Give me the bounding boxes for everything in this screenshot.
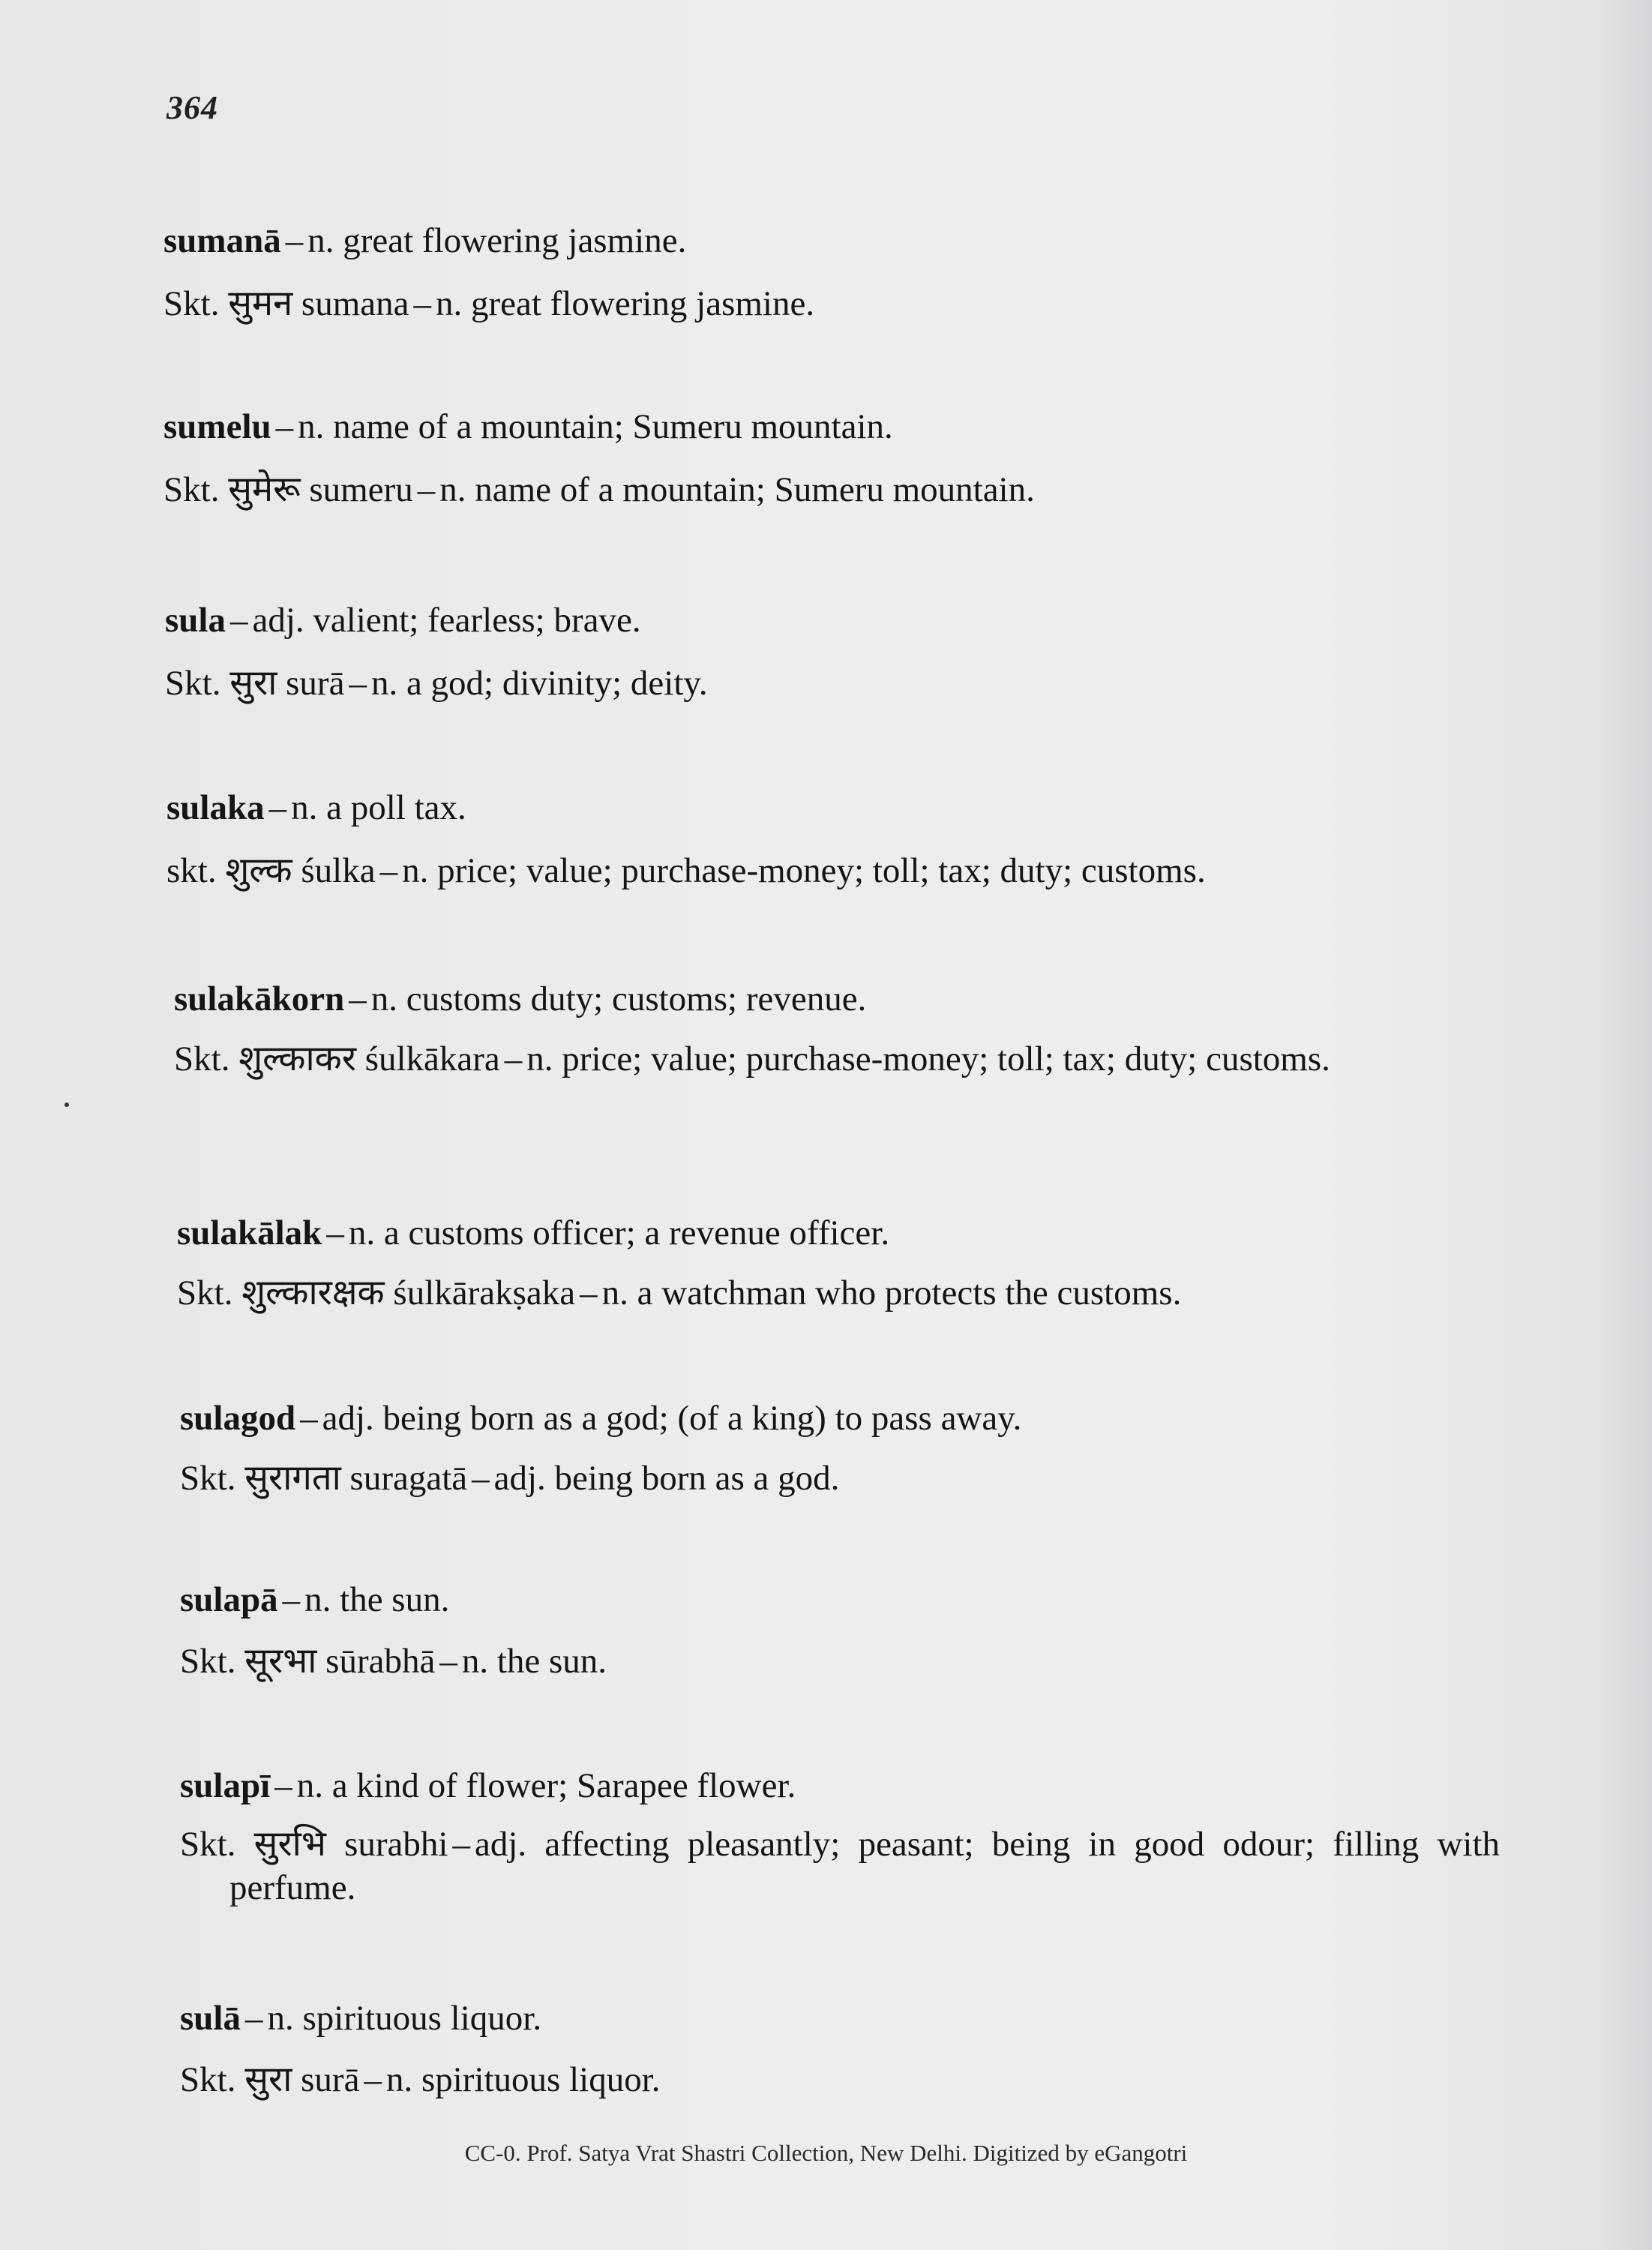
dash: –: [580, 1274, 598, 1312]
headword: sulapā: [180, 1580, 278, 1619]
devanagari-word: शुल्कारक्षक: [241, 1274, 385, 1312]
entry-sulagod: [180, 1396, 1500, 1500]
dash: –: [282, 1580, 301, 1619]
entry-sulaka: [166, 786, 1486, 892]
transliteration: śulkākara: [364, 1040, 500, 1078]
digitization-credit: CC-0. Prof. Satya Vrat Shastri Collection, New Delhi. Digitized by eGangotri: [464, 2140, 1188, 2166]
devanagari-word: सुरागता: [244, 1459, 341, 1498]
dash: –: [300, 1399, 318, 1438]
skt-label: Skt.: [180, 2060, 236, 2099]
dash: –: [245, 1999, 263, 2038]
transliteration: suragatā: [349, 1459, 468, 1498]
transliteration: śulkārakṣaka: [393, 1274, 576, 1312]
skt-label: Skt.: [177, 1274, 233, 1312]
definition: n. the sun.: [304, 1580, 450, 1619]
definition: n. spirituous liquor.: [267, 1999, 542, 2038]
headword: sumelu: [163, 407, 271, 446]
devanagari-word: शुल्क: [225, 851, 292, 890]
skt-label: Skt.: [180, 1459, 236, 1498]
sanskrit-definition: n. a god; divinity; deity.: [370, 664, 708, 703]
dash: –: [349, 664, 367, 703]
devanagari-word: सूरभा: [244, 1642, 317, 1681]
transliteration: surā: [301, 2060, 360, 2099]
entry-sula: [165, 598, 1485, 705]
devanagari-word: शुल्काकर: [238, 1040, 356, 1078]
sanskrit-line: [174, 1037, 1494, 1081]
transliteration: sumana: [301, 284, 409, 323]
headword: sulapī: [180, 1766, 271, 1805]
dash: –: [413, 284, 431, 323]
sanskrit-line: [180, 2058, 1500, 2102]
dash: –: [275, 407, 294, 446]
entry-main-line: [163, 219, 1483, 262]
sanskrit-definition: n. spirituous liquor.: [385, 2060, 661, 2099]
sanskrit-definition: n. a watchman who protects the customs.: [601, 1274, 1182, 1312]
sanskrit-line: [180, 1456, 1500, 1500]
dash: –: [364, 2060, 382, 2099]
entry-main-line: [163, 405, 1483, 448]
sanskrit-definition: n. price; value; purchase-money; toll; tax; duty; customs.: [526, 1040, 1330, 1078]
dash: –: [439, 1642, 457, 1681]
entry-main-line: [166, 786, 1486, 830]
entry-sulapi: [180, 1764, 1500, 1910]
entry-main-line: [180, 1396, 1500, 1440]
skt-label: Skt.: [163, 470, 220, 509]
sanskrit-definition: n. price; value; purchase-money; toll; tax; duty; customs.: [402, 851, 1206, 890]
definition: n. a kind of flower; Sarapee flower.: [296, 1766, 796, 1805]
sanskrit-line: [177, 1271, 1497, 1315]
entry-main-line: [180, 1764, 1500, 1808]
skt-label: Skt.: [180, 1642, 236, 1681]
definition: n. name of a mountain; Sumeru mountain.: [298, 407, 893, 446]
skt-label: Skt.: [174, 1040, 230, 1078]
definition: n. customs duty; customs; revenue.: [370, 980, 867, 1018]
sanskrit-definition: adj. affecting pleasantly; peasant; being in good odour; filling with perfume.: [229, 1825, 1500, 1907]
sanskrit-line: [180, 1822, 1500, 1910]
definition: n. a customs officer; a revenue officer.: [348, 1214, 890, 1252]
definition: n. great flowering jasmine.: [307, 221, 687, 260]
definition: adj. being born as a god; (of a king) to pass away.: [322, 1399, 1022, 1438]
sanskrit-definition: adj. being born as a god.: [493, 1459, 840, 1498]
entry-sumana: [163, 219, 1483, 326]
sanskrit-line: [163, 282, 1483, 326]
page-number: 364: [166, 89, 218, 126]
entry-sula-liquor: [180, 1996, 1500, 2102]
headword: sulā: [180, 1999, 241, 2038]
dash: –: [472, 1459, 490, 1498]
transliteration: śulka: [301, 851, 376, 890]
entry-main-line: [180, 1578, 1500, 1622]
headword: sulakākorn: [174, 980, 345, 1018]
definition: n. a poll tax.: [291, 788, 466, 827]
ink-speck: [64, 1102, 69, 1107]
headword: sulagod: [180, 1399, 296, 1438]
devanagari-word: सुमेरू: [228, 470, 301, 509]
sanskrit-line: [165, 662, 1485, 705]
headword: sula: [165, 601, 226, 640]
sanskrit-line: [180, 1640, 1500, 1683]
definition: adj. valient; fearless; brave.: [252, 601, 641, 640]
dash: –: [452, 1825, 470, 1864]
skt-label: skt.: [166, 851, 217, 890]
sanskrit-line: [166, 849, 1486, 892]
transliteration: surabhi: [344, 1825, 448, 1864]
sanskrit-definition: n. name of a mountain; Sumeru mountain.: [439, 470, 1035, 509]
headword: sulaka: [166, 788, 265, 827]
skt-label: Skt.: [163, 284, 220, 323]
transliteration: surā: [286, 664, 345, 703]
entry-sulapa: [180, 1578, 1500, 1683]
headword: sumanā: [163, 221, 281, 260]
dash: –: [230, 601, 248, 640]
devanagari-word: सुरा: [229, 664, 277, 703]
entry-sumelu: [163, 405, 1483, 512]
dash: –: [326, 1214, 344, 1252]
transliteration: sūrabhā: [325, 1642, 436, 1681]
transliteration: sumeru: [309, 470, 413, 509]
devanagari-word: सुरा: [244, 2060, 292, 2099]
dash: –: [274, 1766, 292, 1805]
skt-label: Skt.: [180, 1825, 236, 1864]
sanskrit-line: [163, 468, 1483, 512]
dash: –: [349, 980, 367, 1018]
devanagari-word: सुमन: [228, 284, 293, 323]
headword: sulakālak: [177, 1214, 322, 1252]
entry-main-line: [174, 977, 1494, 1021]
sanskrit-definition: n. the sun.: [461, 1642, 607, 1681]
devanagari-word: सुरभि: [253, 1825, 326, 1864]
dash: –: [268, 788, 287, 827]
entry-sulakalak: [177, 1211, 1497, 1315]
dash: –: [379, 851, 398, 890]
dash: –: [285, 221, 304, 260]
entry-sulakakorn: [174, 977, 1494, 1081]
sanskrit-definition: n. great flowering jasmine.: [436, 284, 815, 323]
skt-label: Skt.: [165, 664, 221, 703]
dash: –: [417, 470, 436, 509]
dash: –: [504, 1040, 523, 1078]
entry-main-line: [180, 1996, 1500, 2040]
entry-main-line: [165, 598, 1485, 642]
entry-main-line: [177, 1211, 1497, 1255]
